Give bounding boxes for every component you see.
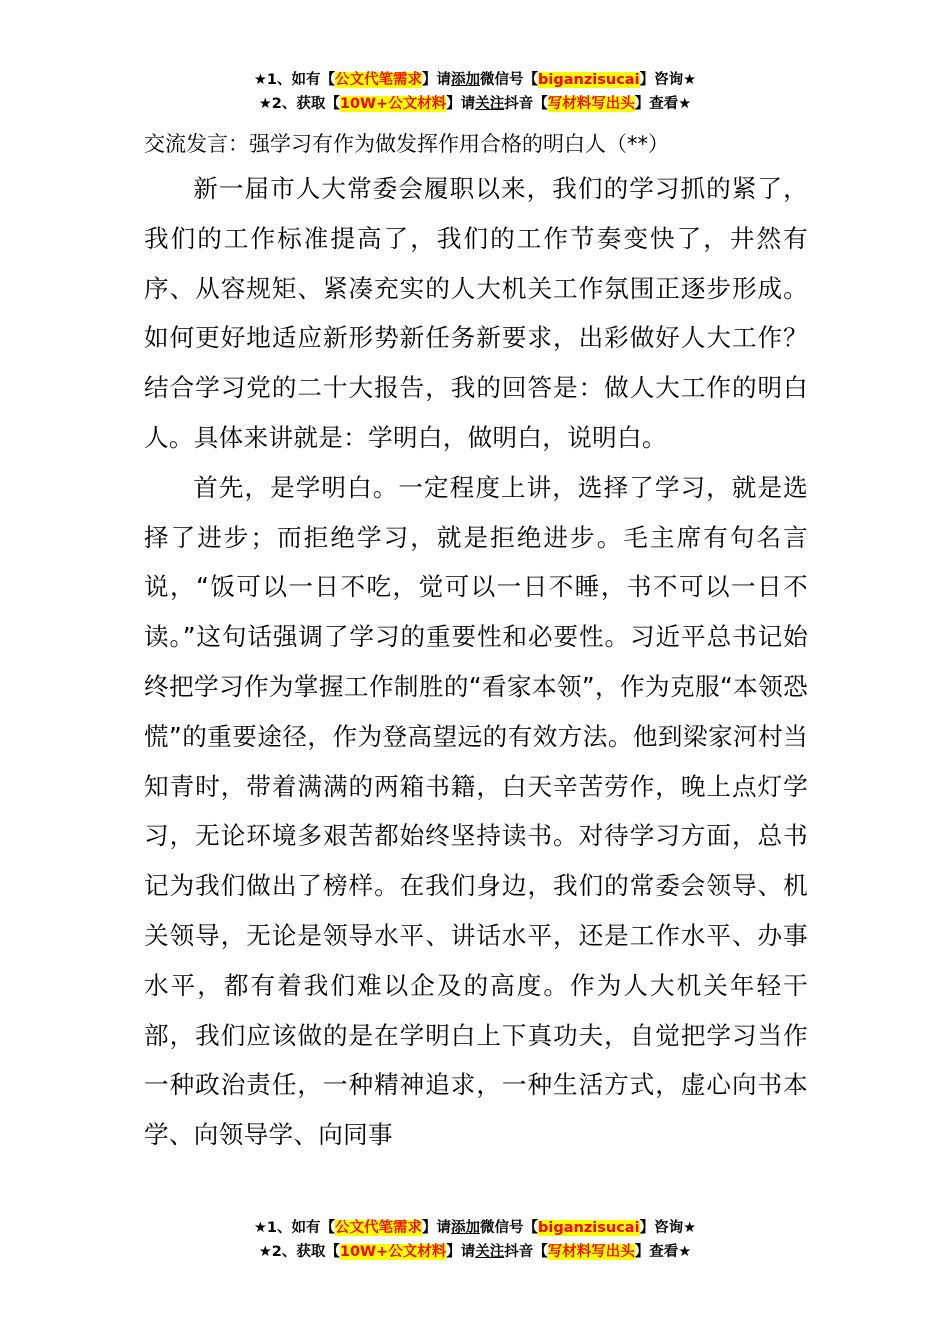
highlight-materials: 10W+公文材料 bbox=[339, 96, 447, 112]
paragraph-first-point: 首先，是学明白。一定程度上讲，选择了学习，就是选择了进步；而拒绝学习，就是拒绝进步。毛主席有句名言说，“饭可以一日不吃，觉可以一日不睡，书不可以一日不读。”这句话强调了学习的重要性和必要性。习近平总书记始终把学习作为掌握工作制胜的“看家本领”，作为克服“本领恐慌”的重要途径，作为登高望远的有效方法。他到梁家河村当知青时，带着满满的两箱书籍，白天辛苦劳作，晚上点灯学习，无论环境多艰苦都始终坚持读书。对待学习方面，总书记为我们做出了榜样。在我们身边，我们的常委会领导、机关领导，无论是领导水平、讲话水平，还是工作水平、办事水平，都有着我们难以企及的高度。作为人大机关年轻干部，我们应该做的是在学明白上下真功夫，自觉把学习当作一种政治责任，一种精神追求，一种生活方式，虚心向书本学、向领导学、向同事 bbox=[144, 472, 808, 1150]
banner-text: 1、如有【 bbox=[266, 72, 336, 88]
paragraph-intro: 新一届市人大常委会履职以来，我们的学习抓的紧了，我们的工作标准提高了，我们的工作节奏变快了，井然有序、从容规矩、紧凑充实的人大机关工作氛围正逐步形成。如何更好地适应新形势新任务新要求，出彩做好人大工作？结合学习党的二十大报告，我的回答是：做人大工作的明白人。具体来讲就是：学明白，做明白，说明白。 bbox=[144, 174, 808, 452]
footer-banner-line-2 bbox=[0, 1240, 950, 1264]
banner-text: 1、如有【 bbox=[266, 1220, 336, 1236]
highlight-douyin-account: 写材料写出头 bbox=[547, 1244, 635, 1260]
banner-text: 】请 bbox=[422, 72, 452, 88]
highlight-douyin-account: 写材料写出头 bbox=[547, 96, 635, 112]
banner-text: 抖音【 bbox=[504, 96, 548, 112]
banner-text: 微信号【 bbox=[480, 72, 539, 88]
banner-text: 】请 bbox=[446, 1244, 476, 1260]
star-icon: ★ bbox=[258, 1244, 272, 1260]
star-icon: ★ bbox=[253, 1220, 267, 1236]
highlight-wechat-id: biganzisucai bbox=[538, 1220, 640, 1236]
banner-text: 微信号【 bbox=[480, 1220, 539, 1236]
banner-text: 】咨询★ bbox=[639, 72, 697, 88]
banner-text: 】咨询★ bbox=[639, 1220, 697, 1236]
header-banner bbox=[0, 68, 950, 116]
underlined-action: 关注 bbox=[475, 1244, 505, 1260]
footer-banner bbox=[0, 1216, 950, 1264]
underlined-action: 添加 bbox=[451, 1220, 481, 1236]
banner-text: 】请 bbox=[422, 1220, 452, 1236]
star-icon: ★ bbox=[258, 96, 272, 112]
banner-text: 】请 bbox=[446, 96, 476, 112]
star-icon: ★ bbox=[253, 72, 267, 88]
banner-text: 2、获取【 bbox=[271, 1244, 340, 1260]
banner-text: 】查看★ bbox=[634, 96, 692, 112]
highlight-service: 公文代笔需求 bbox=[335, 1220, 423, 1236]
document-title: 交流发言：强学习有作为做发挥作用合格的明白人（**） bbox=[144, 132, 669, 156]
banner-text: 2、获取【 bbox=[271, 96, 340, 112]
underlined-action: 添加 bbox=[451, 72, 481, 88]
underlined-action: 关注 bbox=[475, 96, 505, 112]
header-banner-line-2 bbox=[0, 92, 950, 116]
highlight-materials: 10W+公文材料 bbox=[339, 1244, 447, 1260]
highlight-service: 公文代笔需求 bbox=[335, 72, 423, 88]
highlight-wechat-id: biganzisucai bbox=[538, 72, 640, 88]
banner-text: 抖音【 bbox=[504, 1244, 548, 1260]
header-banner-line-1 bbox=[0, 68, 950, 92]
document-body bbox=[144, 124, 808, 1160]
footer-banner-line-1 bbox=[0, 1216, 950, 1240]
banner-text: 】查看★ bbox=[634, 1244, 692, 1260]
